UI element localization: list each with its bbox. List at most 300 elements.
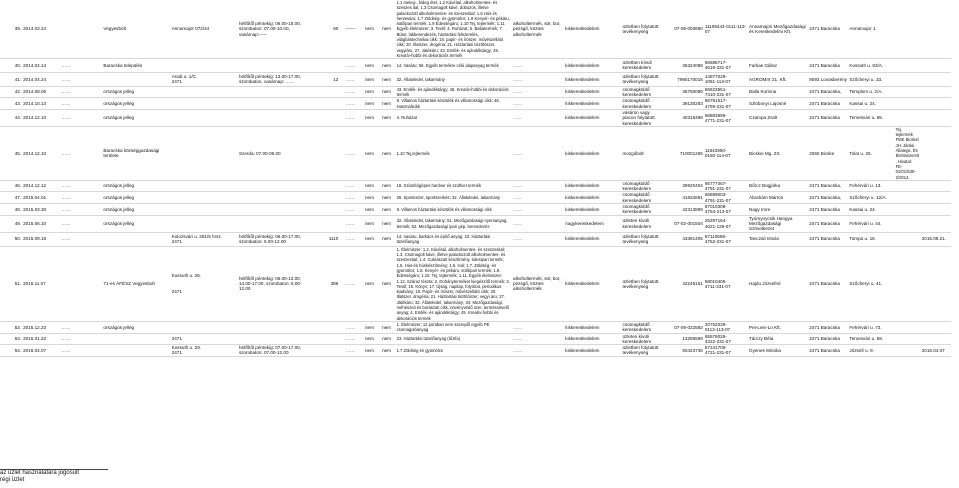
operator-name: Balla Korinna (748, 86, 808, 98)
row-number: 51. (0, 246, 22, 321)
shop-name-blank: …… (60, 98, 102, 110)
tobacco-flag: nem (378, 109, 396, 126)
opening-hours (238, 59, 321, 72)
alcohol-flag: nem (361, 232, 377, 246)
col-blank (231, 232, 238, 246)
row-number: 44. (0, 109, 22, 126)
statistical-code: 14877029- 1061-113-07 (704, 72, 748, 86)
floor-area (321, 333, 339, 345)
tobacco-flag: nem (378, 72, 396, 86)
permit-note (895, 0, 921, 59)
closing-date (921, 215, 951, 232)
floor-area (321, 321, 339, 333)
opening-hours: hétfőtől péntekig: 13.00-17.00, szombaton, vasárnap: …… (238, 72, 321, 86)
operator-city: 2060 Bicske (808, 126, 848, 180)
product-categories: 9. Villamos háztartási készülék és villamossági cikk (396, 204, 512, 216)
activity-type: kiskereskedelem (564, 345, 621, 357)
operator-street: Szőcheryi u. 12/A. (848, 192, 894, 204)
table-row (0, 72, 951, 86)
operator-name: Nagy Imre (748, 204, 808, 216)
col-blank (231, 246, 238, 321)
operator-city: 2471 Baracska (808, 98, 848, 110)
sales-form: üzletben folytatott tevékenység (622, 246, 664, 321)
operator-street: Fehérvári u. 73. (848, 321, 894, 333)
operator-name: Tanczali István (748, 232, 808, 246)
row-number: 53. (0, 333, 22, 345)
permit-note (895, 333, 921, 345)
table-row (0, 0, 951, 59)
legend-line-entitled: az üzlet használatára jogosult (0, 470, 80, 476)
col-blank (231, 204, 238, 216)
registration-number: 13295599 (664, 333, 704, 345)
operator-name: Gyenes Mónika (748, 345, 808, 357)
operator-street: Temesvári u. 59. (848, 333, 894, 345)
opening-hours: hétfőtől péntekig: 06.00-12.00, 14.00-17.00, szombaton: 6.00- 12.00 (238, 246, 321, 321)
opening-hours (238, 204, 321, 216)
registration-date: 2016.04.07 (22, 345, 60, 357)
row-number: 42. (0, 86, 22, 98)
permit-note (895, 98, 921, 110)
sales-form: csomagküldő kereskedelem (622, 192, 664, 204)
shop-name (102, 232, 170, 246)
operator-street: Templom u. 2/A. (848, 86, 894, 98)
sales-form: üzletben folytatott tevékenység (622, 232, 664, 246)
product-categories: 43. Emlék- és ajándéktárgy; 45. Kreatív-hobbi és dekorációs termék (396, 86, 512, 98)
registration-date: 2015.04.01 (22, 192, 60, 204)
parking: ------- (339, 0, 361, 59)
sales-form: csomagküldő kereskedelem (622, 86, 664, 98)
col-blank (231, 180, 238, 192)
alcohol-flag: nem (361, 126, 377, 180)
address (171, 59, 231, 72)
product-categories: 1.10 Tej,tejtermék (396, 126, 512, 180)
registration-number: 40318498 (664, 109, 704, 126)
parking: …… (339, 109, 361, 126)
registration-number: 07-09-003660 (664, 0, 704, 59)
operator-city: 2471 Baracska (808, 345, 848, 357)
tobacco-flag: nem (378, 215, 396, 232)
excise-goods: …… (512, 204, 564, 216)
shop-name-blank: …… (60, 180, 102, 192)
table-row (0, 232, 951, 246)
operator-name: Tárczy Béla (748, 333, 808, 345)
operator-street: Szőcheryi u. 41. (848, 246, 894, 321)
shop-name: Baracska községgazdasági területe (102, 126, 170, 180)
excise-goods: alkoholtermék, sör, bor, pezsgő, köztes alkoholtermék (512, 0, 564, 59)
registration-number: 07-02-001504 (664, 215, 704, 232)
floor-area (321, 204, 339, 216)
permit-note (895, 204, 921, 216)
operator-street: Tompa u. 16. (848, 232, 894, 246)
address (171, 204, 231, 216)
shop-name-blank: …… (60, 321, 102, 333)
tobacco-flag: nem (378, 232, 396, 246)
closing-date: 2015.09.21. (921, 232, 951, 246)
shop-name: Baracska település (102, 59, 170, 72)
registration-date: 2015.09.18 (22, 232, 60, 246)
shop-name: országos jelleg (102, 98, 170, 110)
alcohol-flag: nem (361, 109, 377, 126)
table-row (0, 126, 951, 180)
row-number: 41. (0, 72, 22, 86)
address (171, 98, 231, 110)
operator-city: 8093 Lovasberény (808, 72, 848, 86)
tobacco-flag: nem (378, 333, 396, 345)
registration-number: 07-09-022592 (664, 321, 704, 333)
product-categories: 1.7 Zöldség és gyümölcs (396, 345, 512, 357)
operator-name: Bőrcz Bogjárka (748, 180, 808, 192)
shop-name (102, 345, 170, 357)
row-number: 43. (0, 98, 22, 110)
permit-note (895, 215, 921, 232)
row-number: 50. (0, 232, 22, 246)
excise-goods: …… (512, 98, 564, 110)
shop-name-blank: …… (60, 232, 102, 246)
alcohol-flag: nem (361, 72, 377, 86)
parking: …… (339, 59, 361, 72)
operator-street: Kossuth u. 83/A. (848, 59, 894, 72)
floor-area (321, 98, 339, 110)
shop-name (102, 72, 170, 86)
address (171, 321, 231, 333)
statistical-code: 65578029- 4322-231-07 (704, 333, 748, 345)
sales-form: üzleten kívüli kereskedelem (622, 333, 664, 345)
tobacco-flag: nem (378, 192, 396, 204)
activity-type: kiskereskedelem (564, 321, 621, 333)
col-blank (231, 98, 238, 110)
opening-hours (238, 333, 321, 345)
operator-name: Szlobonyi Lajosné (748, 98, 808, 110)
product-categories: 32. Állateledel, takarmány; 51. Mezőgazdasági nyersanyag, termék; 52. Mezőgazdasági ipari gép, berendezés (396, 215, 512, 232)
parking: …… (339, 246, 361, 321)
excise-goods: …… (512, 180, 564, 192)
opening-hours (238, 180, 321, 192)
registration-number: 36760090 (664, 86, 704, 98)
tobacco-flag: nem (378, 86, 396, 98)
opening-hours: hétfőtől péntekig: 06.00-17.00, szombaton: 6.00-12.00 (238, 232, 321, 246)
row-number: 46. (0, 180, 22, 192)
col-blank (231, 333, 238, 345)
activity-type: kiskereskedelem (564, 0, 621, 59)
shop-name: Vegyesbolt (102, 0, 170, 59)
activity-type: kiskereskedelem (564, 86, 621, 98)
col-blank (231, 86, 238, 98)
floor-area (321, 215, 339, 232)
floor-area (321, 192, 339, 204)
registration-date: 2014.12.10 (22, 109, 60, 126)
registration-number: 43381405 (664, 232, 704, 246)
alcohol-flag: nem (361, 204, 377, 216)
sales-form: csomagküldő kereskedelem (622, 204, 664, 216)
col-blank (231, 345, 238, 357)
floor-area (321, 345, 339, 357)
operator-city: 2471 Baracska (808, 204, 848, 216)
alcohol-flag: nem (361, 0, 377, 59)
alcohol-flag: nem (361, 180, 377, 192)
excise-goods: …… (512, 232, 564, 246)
col-blank (231, 321, 238, 333)
operator-street: Annamajor 1. (848, 0, 894, 59)
statistical-code: 67241709- 4721-231-07 (704, 345, 748, 357)
registration-date: 2014.04.14 (22, 59, 60, 72)
sales-form: csomagküldő kereskedelem (622, 180, 664, 192)
opening-hours (238, 321, 321, 333)
tobacco-flag: nem (378, 246, 396, 321)
alcohol-flag: nem (361, 246, 377, 321)
shop-name: 71-es ÁFÉSZ Vegyesbolt (102, 246, 170, 321)
product-categories: 14. Vasáru, barkács és építő anyag; 23. Háztartási tüzelőanyag (396, 232, 512, 246)
excise-goods: …… (512, 86, 564, 98)
col-blank (231, 192, 238, 204)
closing-date (921, 333, 951, 345)
tobacco-flag: nem (378, 204, 396, 216)
operator-street: Tolat u. 25. (848, 126, 894, 180)
registration-number: 710001265 (664, 126, 704, 180)
permit-note: Tej, tejtermék FMK Bicske/ JH. Járási Állategs. És Élelmiszervit. Hivatal: FE-01/01/530-2/2014. (895, 126, 920, 180)
closing-date (921, 246, 951, 321)
tobacco-flag: nem (378, 345, 396, 357)
registration-date: 2016.01.22 (22, 333, 60, 345)
opening-hours (238, 86, 321, 98)
table-row (0, 180, 951, 192)
address: Kossuth u. 29. 2471 (171, 345, 231, 357)
closing-date (921, 109, 951, 126)
table-row (0, 192, 951, 204)
table-row (0, 345, 951, 357)
operator-city: 2471 Baracska (808, 333, 848, 345)
sales-form: mozgóbolt (622, 126, 664, 180)
address (171, 109, 231, 126)
operator-name: Tyúmynycsik Hangya Mezőgazdasági Szövetkezet (748, 215, 808, 232)
alcohol-flag: nem (361, 345, 377, 357)
registration-number: 42313899 (664, 204, 704, 216)
row-number: 49. (0, 215, 22, 232)
operator-street: Kassai u. 24. (848, 98, 894, 110)
closing-date (921, 0, 951, 59)
alcohol-flag: nem (361, 215, 377, 232)
alcohol-flag: nem (361, 59, 377, 72)
alcohol-flag: nem (361, 333, 377, 345)
operator-city: 2471 Baracska (808, 59, 848, 72)
activity-type: kiskereskedelem (564, 98, 621, 110)
shop-name-blank: …… (60, 72, 102, 86)
operator-street: Temesvári u. 65. (848, 109, 894, 126)
statistical-code: 20752039- 0113-113-07 (704, 321, 748, 333)
registration-date: 2014.12.12 (22, 180, 60, 192)
parking: …… (339, 333, 361, 345)
address: Kolozsvári u. 281/5 hrsz. 2471 (171, 232, 231, 246)
operator-name: Hajdu Józsefné (748, 246, 808, 321)
statistical-code: 67110669- 4752-231-07 (704, 232, 748, 246)
operator-name: Farkas Gábor (748, 59, 808, 72)
excise-goods: …… (512, 333, 564, 345)
sales-form: vásáron vagy piacon folytatott kereskedelem (622, 109, 664, 126)
shop-name-blank: …… (60, 215, 102, 232)
col-blank (231, 126, 238, 180)
shop-name-blank: …… (60, 86, 102, 98)
shop-name (102, 333, 170, 345)
operator-city: 2471 Baracska (808, 109, 848, 126)
operator-city: 2471 Baracska (808, 246, 848, 321)
excise-goods: …… (512, 215, 564, 232)
statistical-code: 11108444-0111-113-07 (704, 0, 748, 59)
shop-name: országos jelleg (102, 204, 170, 216)
parking: …… (339, 215, 361, 232)
excise-goods: …… (512, 59, 564, 72)
excise-goods: …… (512, 345, 564, 357)
shop-name: országos jelleg (102, 192, 170, 204)
statistical-code: 66623551- 7410-231-07 (704, 86, 748, 98)
col-blank (231, 59, 238, 72)
col-blank (231, 109, 238, 126)
activity-type: kiskereskedelem (564, 59, 621, 72)
shop-name-blank: …… (60, 333, 102, 345)
statistical-code: 66889003- 4791-231-07 (704, 192, 748, 204)
activity-type: kiskereskedelem (564, 246, 621, 321)
floor-area (321, 59, 339, 72)
row-number: 40. (0, 59, 22, 72)
excise-goods: alkoholtermék, sör, bor, pezsgő, köztes alkoholtermék (512, 246, 564, 321)
address: Annamajor 072/44 (171, 0, 231, 59)
row-number: 47. (0, 192, 22, 204)
registration-date: 2014.10.13 (22, 98, 60, 110)
product-categories: 4. Ruházat (396, 109, 512, 126)
product-categories: 1. Élelmiszer; 12 pontban nem szereplő egyéb PE csomagolóanyag (396, 321, 512, 333)
registration-date: 2014.08.06 (22, 86, 60, 98)
operator-city: 2471 Baracska (808, 215, 848, 232)
statistical-code: 58010406- 4711-231-07 (704, 246, 748, 321)
sales-form: üzletben folytatott tevékenység (622, 0, 664, 59)
opening-hours (238, 192, 321, 204)
opening-hours (238, 109, 321, 126)
address (171, 180, 231, 192)
table-row (0, 86, 951, 98)
opening-hours (238, 98, 321, 110)
table-row (0, 98, 951, 110)
address (171, 192, 231, 204)
shop-name: országos jelleg (102, 86, 170, 98)
activity-type: kiskereskedelem (564, 72, 621, 86)
shop-name: országos jelleg (102, 180, 170, 192)
table-row (0, 109, 951, 126)
table-row (0, 246, 951, 321)
opening-hours (238, 215, 321, 232)
shop-name: országos jelleg (102, 109, 170, 126)
operator-city: 2471 Baracska, (808, 192, 848, 204)
registration-number: 50423736 (664, 345, 704, 357)
product-categories: 1. Élelmiszer; 1.2. Kávéital, alkoholmentes- és szeszesital; 1.3. Csomagolt kávé, illetve palackozott alkoholmentes- és szeszesital; 1.4. Cukrászati készítmény, édesipari termék; 1.5. Hús-és húskészítmény; 1.6. Hal; 1.7. Zöldség- és gyümölcs; 1.8. Kenyér- és pékáru, sütőipari termék; 1.9. Édességáru; 1.10. Tej, tejtermék; 1.11. Egyéb élelmiszer; 1.12. Száraz tészta; 2. Dohányterméket kiegészítő termék; 3. Textil; 16. Könyv; 17. Újság, napilap, folyóirat, periodikus kiadvány; 18. Papír- és írószer, művészellátó cikk; 20. Illatszer, drogéria; 21. Háztartási tisztítószer, vegyi áru; 27. Játékáru; 32. Állateledel, takarmány; 34. Mezőgazdasági, méhészeti és borászati cikk, növényvédő szer, termésnövelő anyag; 4. Emlék- és ajándéktárgy; 45. Kreatív-hobbi és dekorációs termék (396, 246, 512, 321)
permit-note (895, 345, 921, 357)
permit-note (895, 72, 921, 86)
col-blank (231, 215, 238, 232)
shop-name: országos jelleg (102, 321, 170, 333)
closing-date (921, 86, 951, 98)
closing-date (921, 98, 951, 110)
sales-form: üzletben kívüli kereskedelem (622, 59, 664, 72)
operator-city: 2471 Baracska, (808, 180, 848, 192)
shop-name-blank: …… (60, 109, 102, 126)
registration-number: 39920404 (664, 180, 704, 192)
operator-street: Fehérvári u. 13. (848, 180, 894, 192)
product-categories: 9. Villamos háztartási készülék és villamossági cikk; 46. Használtcikk (396, 98, 512, 110)
parking: …… (339, 345, 361, 357)
activity-type: kiskereskedelem (564, 126, 621, 180)
col-blank (231, 72, 238, 86)
excise-goods: …… (512, 126, 564, 180)
permit-note (895, 59, 921, 72)
operator-city: 2471 Baracska (808, 232, 848, 246)
product-categories: 32. Állateledel, takarmány (396, 72, 512, 86)
table-row (0, 333, 951, 345)
registration-date: 2014.12.10 (22, 126, 60, 180)
floor-area (321, 180, 339, 192)
address (171, 126, 231, 180)
parking: …… (339, 192, 361, 204)
opening-hours: hétfőtől péntekig: 07.00-17.00, szombaton: 07.00-12.00 (238, 345, 321, 357)
alcohol-flag: nem (361, 86, 377, 98)
tobacco-flag: nem (378, 0, 396, 59)
registration-number: 36324089 (664, 59, 704, 72)
registration-number: 7990170015 (664, 72, 704, 86)
sales-form: üzletben folytatott tevékenység (622, 72, 664, 86)
permit-note (895, 321, 921, 333)
excise-goods: …… (512, 109, 564, 126)
shop-name: országos jelleg (102, 215, 170, 232)
floor-area: 1110 (321, 232, 339, 246)
permit-note (895, 192, 921, 204)
statistical-code: 66777467- 4791-231-07 (704, 180, 748, 192)
product-categories: 26. Sporteszer, sportszerkés; 32. Állateledel, takarmány (396, 192, 512, 204)
tobacco-flag: nem (378, 98, 396, 110)
shop-name-blank: …… (60, 345, 102, 357)
operator-city: 2471 Baracska (808, 0, 848, 59)
row-number: 54. (0, 345, 22, 357)
closing-date (921, 192, 951, 204)
closing-date (921, 204, 951, 216)
parking: …… (339, 204, 361, 216)
shop-name-blank: …… (60, 59, 102, 72)
closing-date (921, 59, 951, 72)
closing-date (921, 321, 951, 333)
activity-type: kiskereskedelem (564, 333, 621, 345)
operator-name: AGROMIX 21. Kft. (748, 72, 808, 86)
table-row (0, 59, 951, 72)
operator-street: Józsefi u. 9. (848, 345, 894, 357)
table-row (0, 321, 951, 333)
shop-name-blank (60, 0, 102, 59)
activity-type: kiskereskedelem (564, 204, 621, 216)
permit-note (895, 109, 921, 126)
parking: …… (339, 98, 361, 110)
excise-goods: …… (512, 192, 564, 204)
operator-street: Szőcheryi u. 33. (848, 72, 894, 86)
shop-name-blank: …… (60, 192, 102, 204)
registration-number: 39130283 (664, 98, 704, 110)
floor-area: 386 (321, 246, 339, 321)
registration-number: 42249151 (664, 246, 704, 321)
address (171, 215, 231, 232)
permit-note (895, 180, 921, 192)
statistical-code: 66588717- 4619-231-07 (704, 59, 748, 72)
statistical-code: 66791517- 4759-231-07 (704, 98, 748, 110)
closing-date (921, 180, 951, 192)
closing-date (921, 72, 951, 86)
statistical-code: 25297164- 4621-129-07 (704, 215, 748, 232)
product-categories: 23. Háztartási tüzelőanyag (tűzifa) (396, 333, 512, 345)
shop-name-blank: …… (60, 204, 102, 216)
permit-note (895, 246, 921, 321)
registration-date: 2014.04.24 (22, 72, 60, 86)
